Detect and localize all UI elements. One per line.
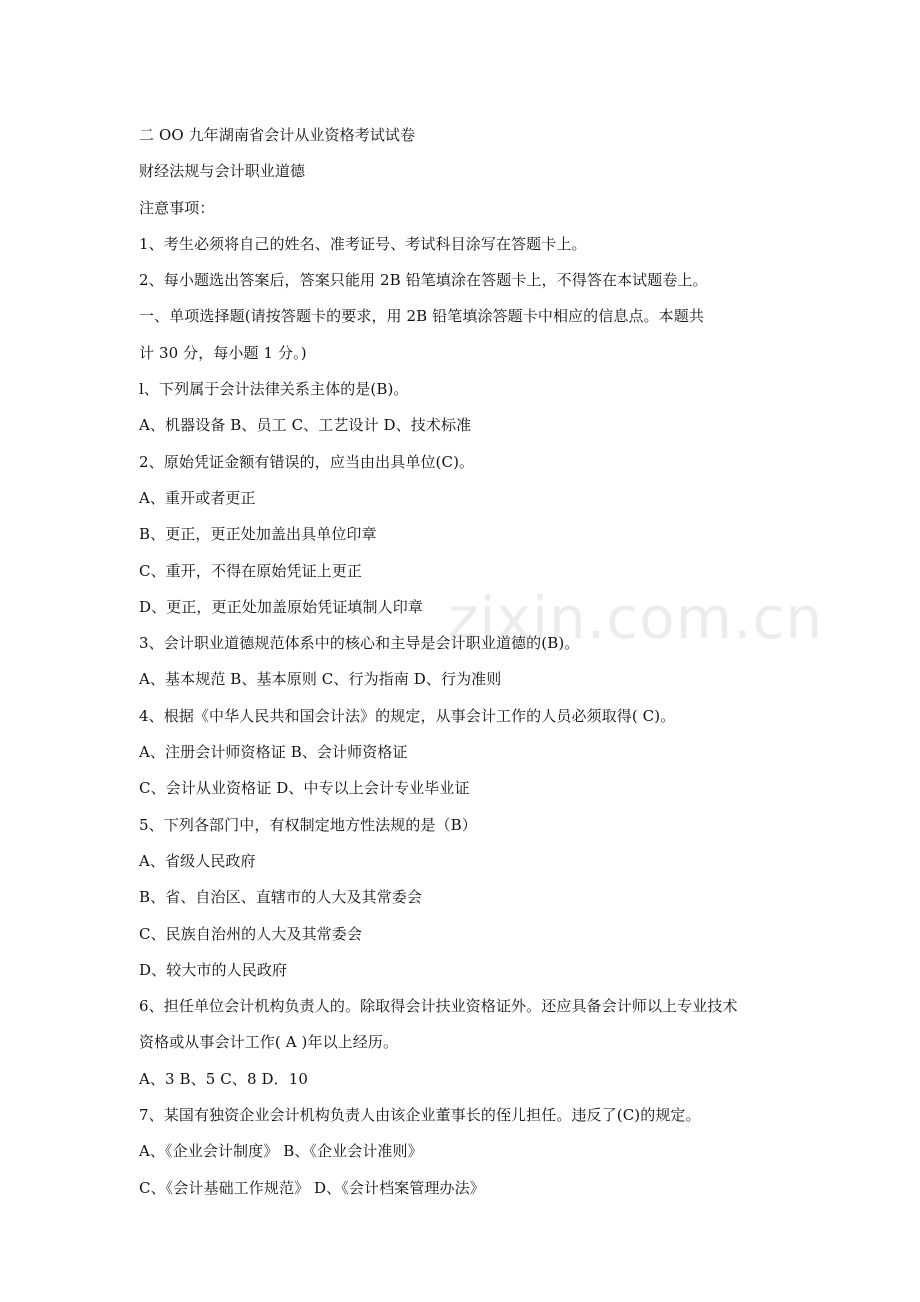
question-5-option-b: B、省、自治区、直辖市的人大及其常委会 (139, 888, 422, 907)
question-6-options: A、3 B、5 C、8 D．10 (139, 1069, 308, 1088)
question-5: 5、下列各部门中，有权制定地方性法规的是（B） (139, 815, 477, 834)
question-6-cont: 资格或从事会计工作( A )年以上经历。 (139, 1033, 399, 1052)
question-4: 4、根据《中华人民共和国会计法》的规定，从事会计工作的人员必须取得( C)。 (139, 706, 676, 725)
question-3-options: A、基本规范 B、基本原则 C、行为指南 D、行为准则 (139, 670, 502, 689)
exam-subject: 财经法规与会计职业道德 (139, 162, 306, 181)
question-1-options: A、机器设备 B、员工 C、工艺设计 D、技术标准 (139, 416, 472, 435)
notice-item-2: 2、每小题选出答案后，答案只能用 2B 铅笔填涂在答题卡上，不得答在本试题卷上。 (139, 271, 708, 290)
question-7-options-cd: C、《会计基础工作规范》 D、《会计档案管理办法》 (139, 1178, 485, 1197)
question-5-option-c: C、民族自治州的人大及其常委会 (139, 924, 362, 943)
question-6: 6、担任单位会计机构负责人的。除取得会计扶业资格证外。还应具备会计师以上专业技术 (139, 997, 738, 1016)
question-5-option-a: A、省级人民政府 (139, 851, 256, 870)
question-2: 2、原始凭证金额有错误的，应当由出具单位(C)。 (139, 452, 475, 471)
notice-item-1: 1、考生必须将自己的姓名、准考证号、考试科目涂写在答题卡上。 (139, 234, 587, 253)
question-2-option-c: C、重开，不得在原始凭证上更正 (139, 561, 362, 580)
question-2-option-b: B、更正，更正处加盖出具单位印章 (139, 525, 377, 544)
question-2-option-d: D、更正，更正处加盖原始凭证填制人印章 (139, 597, 423, 616)
section-heading-cont: 计 30 分，每小题 1 分。) (139, 343, 307, 362)
question-4-options-ab: A、注册会计师资格证 B、会计师资格证 (139, 743, 408, 762)
question-7: 7、某国有独资企业会计机构负责人由该企业董事长的侄儿担任。违反了(C)的规定。 (139, 1106, 701, 1125)
exam-title: 二 OO 九年湖南省会计从业资格考试试卷 (139, 126, 416, 144)
exam-text (139, 117, 819, 1206)
question-5-option-d: D、较大市的人民政府 (139, 960, 288, 979)
notice-heading: 注意事项： (139, 198, 215, 217)
question-1: l、下列属于会计法律关系主体的是(B)。 (139, 380, 409, 399)
question-2-option-a: A、重开或者更正 (139, 488, 256, 507)
section-heading: 一、单项选择题(请按答题卡的要求，用 2B 铅笔填涂答题卡中相应的信息点。本题共 (139, 307, 704, 326)
question-7-options-ab: A、《企业会计制度》 B、《企业会计准则》 (139, 1142, 423, 1161)
site-watermark: zixin.com.cn (448, 584, 824, 652)
question-3: 3、会计职业道德规范体系中的核心和主导是会计职业道德的(B)。 (139, 634, 580, 653)
question-4-options-cd: C、会计从业资格证 D、中专以上会计专业毕业证 (139, 779, 470, 798)
